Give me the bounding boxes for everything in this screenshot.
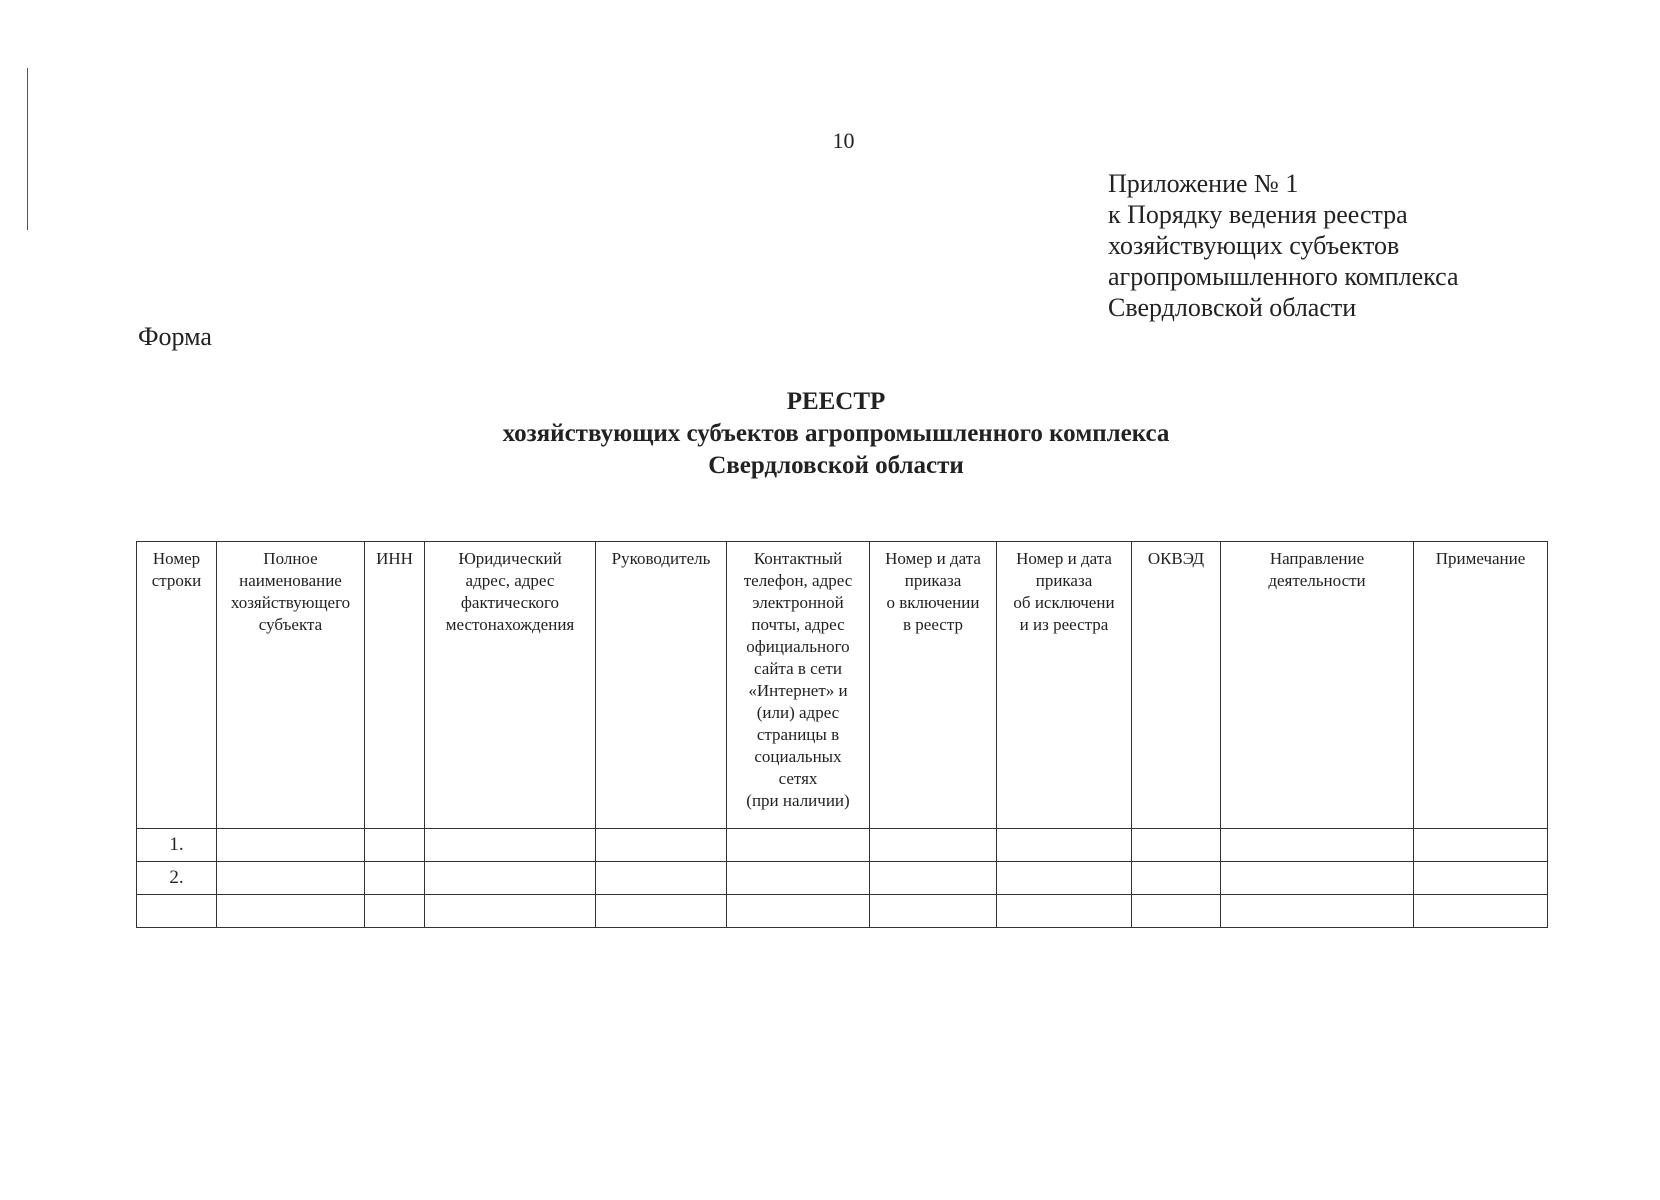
table-cell bbox=[425, 829, 596, 862]
table-cell: 2. bbox=[137, 862, 217, 895]
table-cell bbox=[997, 895, 1132, 928]
table-cell bbox=[1132, 895, 1221, 928]
table-cell bbox=[1414, 895, 1548, 928]
appendix-line: Свердловской области bbox=[1108, 293, 1357, 322]
table-cell bbox=[596, 862, 727, 895]
table-cell bbox=[596, 895, 727, 928]
appendix-line: агропромышленного комплекса bbox=[1108, 262, 1459, 291]
title-line-3: Свердловской области bbox=[708, 452, 964, 479]
table-cell bbox=[137, 895, 217, 928]
page-number: 10 bbox=[832, 128, 855, 153]
table-cell bbox=[365, 895, 425, 928]
appendix-line: Приложение № 1 bbox=[1108, 169, 1299, 198]
header-inclusion-order: Номер и дата приказа о включении в реестр bbox=[870, 542, 997, 829]
header-note: Примечание bbox=[1414, 542, 1548, 829]
table-cell bbox=[217, 829, 365, 862]
appendix-note bbox=[1108, 168, 1459, 323]
header-address: Юридический адрес, адрес фактического местонахождения bbox=[425, 542, 596, 829]
title-line-1: РЕЕСТР bbox=[786, 388, 886, 415]
form-label: Форма bbox=[138, 322, 212, 351]
registry-table bbox=[136, 541, 1548, 928]
table-row bbox=[137, 895, 1548, 928]
header-inn: ИНН bbox=[365, 542, 425, 829]
header-full-name: Полное наименование хозяйствующего субъекта bbox=[217, 542, 365, 829]
table-cell bbox=[596, 829, 727, 862]
table-cell bbox=[425, 895, 596, 928]
table-cell bbox=[1221, 829, 1414, 862]
table-row bbox=[137, 829, 1548, 862]
appendix-line: к Порядку ведения реестра bbox=[1108, 200, 1408, 229]
header-exclusion-order: Номер и дата приказа об исключени и из реестра bbox=[997, 542, 1132, 829]
table-cell bbox=[365, 829, 425, 862]
header-okved: ОКВЭД bbox=[1132, 542, 1221, 829]
table-header-row bbox=[137, 542, 1548, 829]
table-cell bbox=[1132, 829, 1221, 862]
header-row-number: Номер строки bbox=[137, 542, 217, 829]
table-cell bbox=[870, 829, 997, 862]
table-cell bbox=[997, 829, 1132, 862]
header-head: Руководитель bbox=[596, 542, 727, 829]
title-line-2: хозяйствующих субъектов агропромышленного комплекса bbox=[502, 420, 1170, 447]
table-cell bbox=[1221, 862, 1414, 895]
table-cell bbox=[727, 829, 870, 862]
table-cell bbox=[870, 895, 997, 928]
table-cell bbox=[1221, 895, 1414, 928]
table-cell bbox=[727, 862, 870, 895]
table-cell bbox=[1414, 862, 1548, 895]
table-cell bbox=[870, 862, 997, 895]
table-cell bbox=[727, 895, 870, 928]
table-cell bbox=[1132, 862, 1221, 895]
table-cell bbox=[217, 862, 365, 895]
appendix-line: хозяйствующих субъектов bbox=[1108, 231, 1400, 260]
header-activity: Направление деятельности bbox=[1221, 542, 1414, 829]
table-cell: 1. bbox=[137, 829, 217, 862]
table-cell bbox=[425, 862, 596, 895]
table-cell bbox=[365, 862, 425, 895]
table-row bbox=[137, 862, 1548, 895]
header-contacts: Контактный телефон, адрес электронной почты, адрес официального сайта в сети «Интернет» и (или) адрес страницы в социальных сетях (при наличии) bbox=[727, 542, 870, 829]
document-title bbox=[330, 386, 1342, 482]
table-cell bbox=[997, 862, 1132, 895]
table-cell bbox=[217, 895, 365, 928]
table-cell bbox=[1414, 829, 1548, 862]
